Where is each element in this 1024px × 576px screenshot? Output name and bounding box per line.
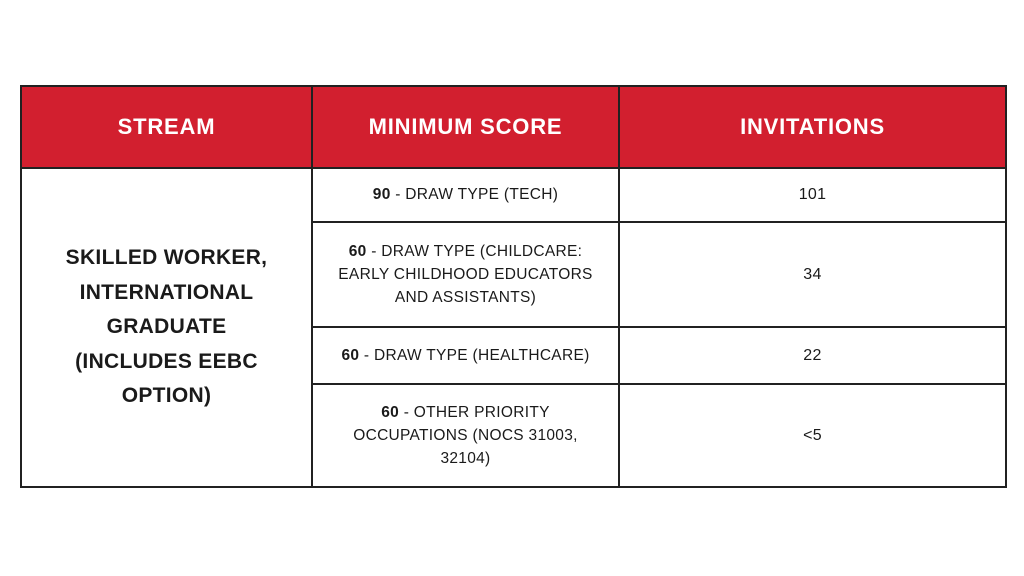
draw-type-label: - DRAW TYPE (HEALTHCARE) — [363, 346, 590, 364]
score-value: 60 — [341, 346, 360, 364]
column-header-invitations: INVITATIONS — [619, 86, 1006, 168]
stream-cell — [21, 168, 312, 487]
score-value: 60 — [381, 403, 400, 421]
stream-label: SKILLED WORKER, INTERNATIONAL GRADUATE (INCLUDES EEBC OPTION) — [65, 245, 268, 408]
score-value: 60 — [348, 242, 367, 260]
table-header-row — [21, 86, 1006, 168]
minimum-score-cell — [312, 168, 619, 222]
table-row — [21, 168, 1006, 222]
invitations-cell: <5 — [619, 384, 1006, 487]
column-header-stream: STREAM — [21, 86, 312, 168]
column-header-minimum-score: MINIMUM SCORE — [312, 86, 619, 168]
minimum-score-cell — [312, 384, 619, 487]
pnp-draw-results-table — [20, 85, 1007, 488]
invitations-cell: 101 — [619, 168, 1006, 222]
minimum-score-cell — [312, 222, 619, 327]
minimum-score-cell — [312, 327, 619, 384]
draw-type-label: - DRAW TYPE (CHILDCARE: EARLY CHILDHOOD EDUCATORS AND ASSISTANTS) — [338, 242, 593, 307]
invitations-cell: 22 — [619, 327, 1006, 384]
invitations-cell: 34 — [619, 222, 1006, 327]
score-value: 90 — [372, 186, 391, 204]
draw-type-label: - OTHER PRIORITY OCCUPATIONS (NOCS 31003, 32104) — [353, 403, 578, 468]
draw-type-label: - DRAW TYPE (TECH) — [395, 186, 559, 204]
